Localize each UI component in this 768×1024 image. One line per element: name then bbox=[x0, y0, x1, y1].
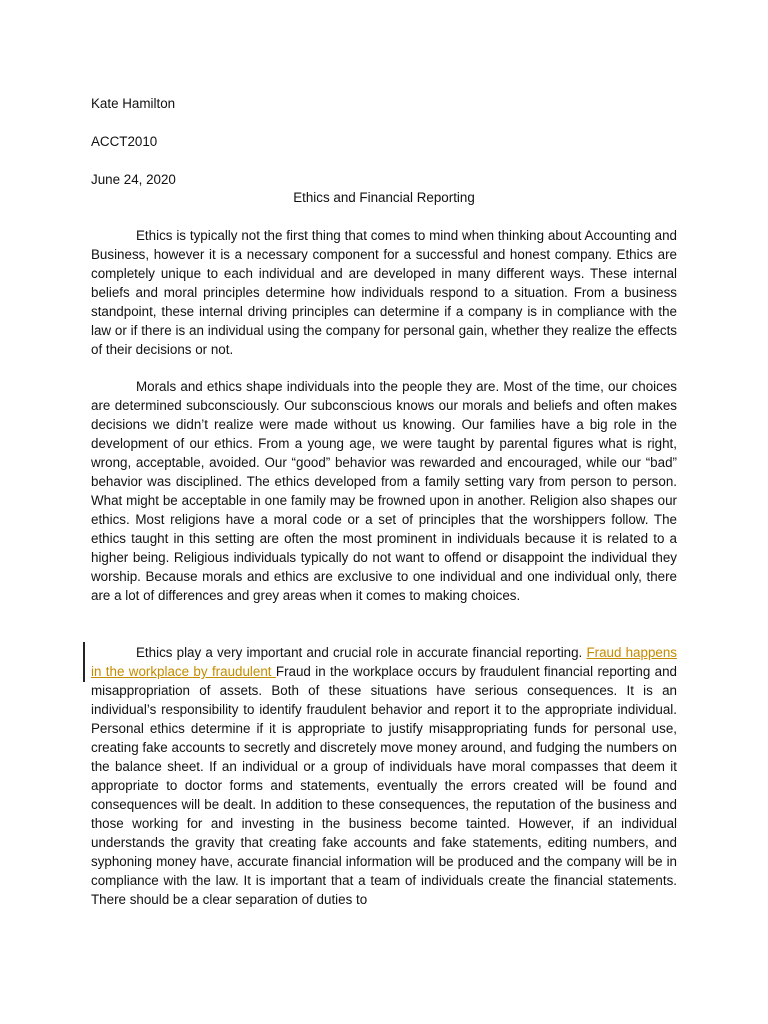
paragraph-3-start: Ethics play a very important and crucial role in accurate financial reporting. bbox=[136, 645, 587, 660]
document-date: June 24, 2020 bbox=[91, 172, 176, 187]
course-code: ACCT2010 bbox=[91, 134, 158, 149]
paragraph-3-rest: Fraud in the workplace occurs by fraudulent financial reporting and misappropriation of assets. Both of these situations have serious consequences. It is an individual’s responsibility to identify fraudulent behavior and report it to the appropriate individual. Personal ethics determine if it is appropriate to justify misappropriating funds for personal use, creating fake accounts to secretly and discretely move money around, and fudging the numbers on the balance sheet. If an individual or a group of individuals have moral compasses that deem it appropriate to doctor forms and statements, eventually the errors created will be found and consequences will be dealt. In addition to these consequences, the reputation of the business and those working for and investing in the business become tainted. However, if an individual understands the gravity that creating fake accounts and fake statements, editing numbers, and syphoning money have, accurate financial information will be produced and the company will be in compliance with the law. It is important that a team of individuals create the financial statements. There should be a clear separation of duties to bbox=[91, 664, 678, 907]
document-title: Ethics and Financial Reporting bbox=[293, 190, 475, 205]
paragraph-1: Ethics is typically not the first thing that comes to mind when thinking about Accounting and Business, however it is a necessary component for a successful and honest company. Ethics are completely unique to each individual and are developed in many different ways. These internal beliefs and moral principles determine how individuals respond to a situation. From a business standpoint, these internal driving principles can determine if a company is in compliance with the law or if there is an individual using the company for personal gain, whether they realize the effects of their decisions or not. bbox=[91, 228, 677, 357]
tracked-change-insertion[interactable]: Fraud happens in the workplace by fraudulent bbox=[91, 645, 677, 679]
paragraph-2: Morals and ethics shape individuals into the people they are. Most of the time, our choices are determined subconsciously. Our subconscious knows our morals and beliefs and often makes decisions we didn’t realize were made without us knowing. Our families have a big role in the development of our ethics. From a young age, we were taught by parental figures what is right, wrong, acceptable, avoided. Our “good” behavior was rewarded and encouraged, while our “bad” behavior was disciplined. The ethics developed from a family setting vary from person to person. What might be acceptable in one family may be frowned upon in another. Religion also shapes our ethics. Most religions have a moral code or a set of principles that the worshippers follow. The ethics taught in this setting are often the most prominent in individuals because it is related to a higher being. Religious individuals typically do not want to offend or disappoint the individual they worship. Because morals and ethics are exclusive to one individual and one individual only, there are a lot of differences and grey areas when it comes to making choices. bbox=[91, 379, 677, 603]
author-name: Kate Hamilton bbox=[91, 96, 176, 111]
paragraph-3 bbox=[91, 643, 677, 909]
tracked-change-bar bbox=[83, 642, 85, 682]
